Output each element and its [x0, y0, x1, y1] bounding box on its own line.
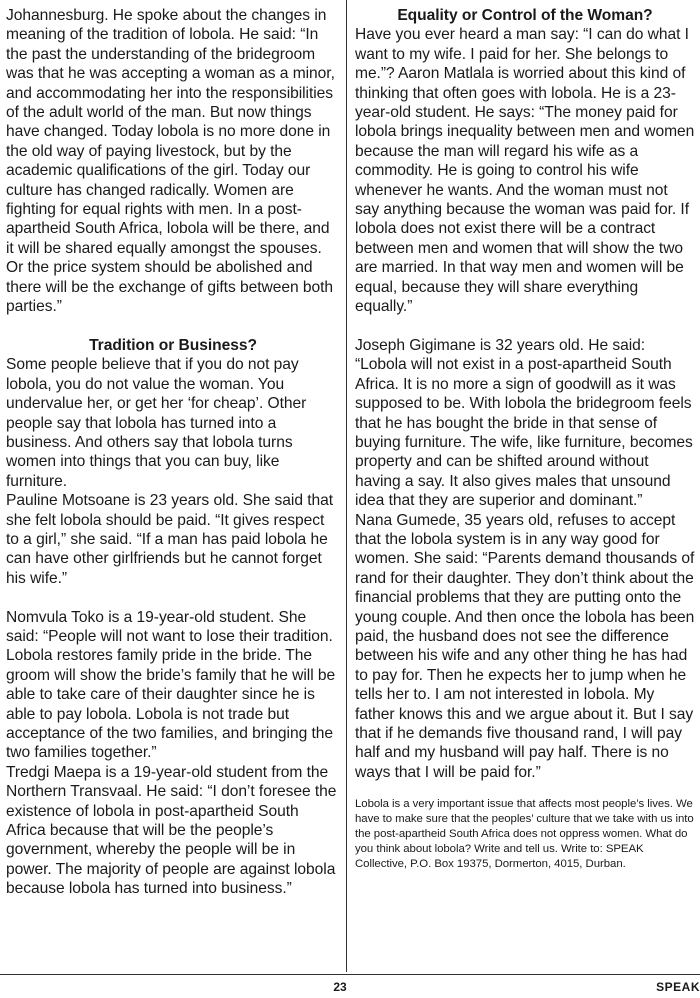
quote-paragraph-matlala: Have you ever heard a man say: “I can do what I want to my wife. I paid for her. She belongs to me.”? Aaron Matlala is worried about this kind of thinking that often goes with lobola. He is a 23-year-old student. He says: “The money paid for lobola brings inequality between men and women because the man will regard his wife as a commodity. He is going to control his wife whenever he wants. And the woman must not say anything because the woman was paid for. If lobola does not exist there will be a contract between men and women that will show the two are married. In that way men and women will be equal, because they will share everything equally.”: [355, 26, 695, 316]
page-number: 23: [333, 980, 347, 994]
right-column: [355, 6, 695, 872]
magazine-name: SPEAK: [656, 980, 700, 994]
column-divider: [346, 0, 347, 972]
section-heading-tradition: Tradition or Business?: [89, 336, 257, 354]
quote-paragraph-gigimane: Joseph Gigimane is 32 years old. He said: “Lobola will not exist in a post-apartheid South Africa. It is no more a sign of goodwill as it was supposed to be. With lobola the bridegroom feels that he has bought the bride in that sense of buying furniture. The wife, like furniture, becomes property and can be shifted around without having a say. It also gives males that unsound idea that they are superior and dominant.”: [355, 336, 693, 510]
editor-note: Lobola is a very important issue that affects most people’s lives. We have to make sure that the peoples’ culture that we take with us into the post-apartheid South Africa does not oppress women. What do you think about lobola? Write and tell us. Write to: SPEAK Collective, P.O. Box 19375, Dormerton, 4015, Durban.: [355, 798, 694, 871]
quote-paragraph-motsoane: Pauline Motsoane is 23 years old. She said that she felt lobola should be paid. “It gives respect to a girl,” she said. “If a man has paid lobola he can have other girlfriends but he cannot forget his wife.”: [6, 492, 334, 587]
article-paragraph: Some people believe that if you do not pay lobola, you do not value the woman. You undervalue her, or get her ‘for cheap’. Other people say that lobola has turned into a business. And others say that lobola turns women into things that you can buy, like furniture.: [6, 356, 307, 490]
article-paragraph: Johannesburg. He spoke about the changes in meaning of the tradition of lobola. He said: “In the past the understanding of the bridegroom was that he was accepting a woman as a minor, and accommodating her into the responsibilities of the adult world of the man. But now things have changed. Today lobola is no more done in the old way of paying livestock, but by the academic qualifications of the girl. Today our culture has changed radically. Women are fighting for equal rights with men. In a post-apartheid South Africa, lobola will be there, and it will be shared equally amongst the spouses. Or the price system should be abolished and there will be the exchange of gifts between both parties.”: [6, 7, 335, 316]
section-heading-equality: Equality or Control of the Woman?: [397, 7, 653, 24]
footer-rule: [0, 974, 700, 975]
quote-paragraph-maepa: Tredgi Maepa is a 19-year-old student from the Northern Transvaal. He said: “I don’t foresee the existence of lobola in post-apartheid South Africa because that will be the people’s government, whereby the people will be in power. The majority of people are against lobola because lobola has turned into business.”: [6, 763, 337, 898]
left-column: [6, 6, 340, 899]
quote-paragraph-toko: Nomvula Toko is a 19-year-old student. She said: “People will not want to lose their tradition. Lobola restores family pride in the bride. The groom will show the bride’s family that he will be able to take care of their daughter since he is able to pay lobola. Lobola is not trade but acceptance of the two families, and bringing the two families together.”: [6, 608, 336, 762]
quote-paragraph-gumede: Nana Gumede, 35 years old, refuses to accept that the lobola system is in any way good for women. She said: “Parents demand thousands of rand for their daughter. They don’t think about the financial problems that they are putting onto the young couple. And then once the lobola has been paid, the husband does not see the difference between his wife and any other thing he has had to pay for. Then he expects her to jump when he tells her to. I am not interested in lobola. My father knows this and we argue about it. But I say that if he demands five thousand rand, I will pay half and my husband will pay half. There is no ways that I will be paid for.”: [355, 511, 695, 781]
